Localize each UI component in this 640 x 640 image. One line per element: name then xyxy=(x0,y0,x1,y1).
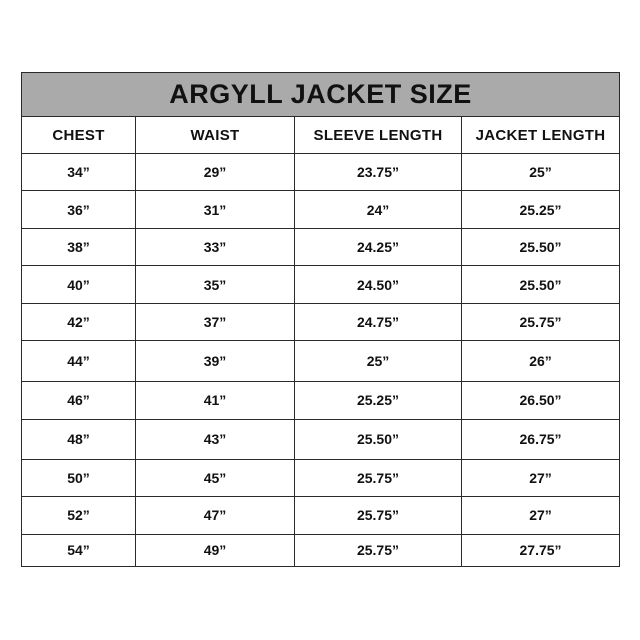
cell-waist: 29” xyxy=(136,154,295,191)
cell-sleeve-length: 25.50” xyxy=(295,420,462,459)
column-header-chest: CHEST xyxy=(22,117,136,154)
cell-jacket-length: 26” xyxy=(462,341,620,381)
title-row xyxy=(22,73,620,117)
cell-sleeve-length: 25.75” xyxy=(295,534,462,566)
cell-chest: 52” xyxy=(22,497,136,534)
cell-waist: 35” xyxy=(136,266,295,303)
cell-chest: 40” xyxy=(22,266,136,303)
table-row xyxy=(22,154,620,191)
cell-chest: 46” xyxy=(22,381,136,419)
cell-chest: 50” xyxy=(22,459,136,496)
cell-waist: 31” xyxy=(136,191,295,228)
cell-waist: 43” xyxy=(136,420,295,459)
table-row xyxy=(22,266,620,303)
cell-sleeve-length: 24.25” xyxy=(295,228,462,265)
header-row xyxy=(22,117,620,154)
cell-jacket-length: 25” xyxy=(462,154,620,191)
cell-jacket-length: 27.75” xyxy=(462,534,620,566)
column-header-jacket-length: JACKET LENGTH xyxy=(462,117,620,154)
cell-chest: 42” xyxy=(22,303,136,340)
cell-jacket-length: 25.50” xyxy=(462,266,620,303)
cell-waist: 49” xyxy=(136,534,295,566)
cell-jacket-length: 25.75” xyxy=(462,303,620,340)
cell-sleeve-length: 24” xyxy=(295,191,462,228)
cell-waist: 33” xyxy=(136,228,295,265)
cell-jacket-length: 25.25” xyxy=(462,191,620,228)
table-row xyxy=(22,228,620,265)
table-row xyxy=(22,303,620,340)
cell-jacket-length: 27” xyxy=(462,459,620,496)
cell-sleeve-length: 25.75” xyxy=(295,497,462,534)
cell-chest: 54” xyxy=(22,534,136,566)
table-row xyxy=(22,420,620,459)
cell-waist: 41” xyxy=(136,381,295,419)
column-header-waist: WAIST xyxy=(136,117,295,154)
cell-chest: 34” xyxy=(22,154,136,191)
table-row xyxy=(22,381,620,419)
cell-sleeve-length: 25.75” xyxy=(295,459,462,496)
cell-chest: 48” xyxy=(22,420,136,459)
table-row xyxy=(22,459,620,496)
size-chart-table xyxy=(21,72,620,567)
chart-title: ARGYLL JACKET SIZE xyxy=(22,73,620,117)
cell-waist: 47” xyxy=(136,497,295,534)
cell-chest: 44” xyxy=(22,341,136,381)
cell-sleeve-length: 24.50” xyxy=(295,266,462,303)
cell-chest: 38” xyxy=(22,228,136,265)
cell-jacket-length: 27” xyxy=(462,497,620,534)
cell-jacket-length: 26.50” xyxy=(462,381,620,419)
cell-jacket-length: 25.50” xyxy=(462,228,620,265)
cell-sleeve-length: 25” xyxy=(295,341,462,381)
cell-waist: 45” xyxy=(136,459,295,496)
cell-waist: 37” xyxy=(136,303,295,340)
cell-chest: 36” xyxy=(22,191,136,228)
cell-sleeve-length: 23.75” xyxy=(295,154,462,191)
cell-jacket-length: 26.75” xyxy=(462,420,620,459)
column-header-sleeve-length: SLEEVE LENGTH xyxy=(295,117,462,154)
cell-sleeve-length: 25.25” xyxy=(295,381,462,419)
table-row xyxy=(22,191,620,228)
cell-waist: 39” xyxy=(136,341,295,381)
table-row xyxy=(22,341,620,381)
table-row xyxy=(22,534,620,566)
table-row xyxy=(22,497,620,534)
table-body xyxy=(22,154,620,567)
cell-sleeve-length: 24.75” xyxy=(295,303,462,340)
